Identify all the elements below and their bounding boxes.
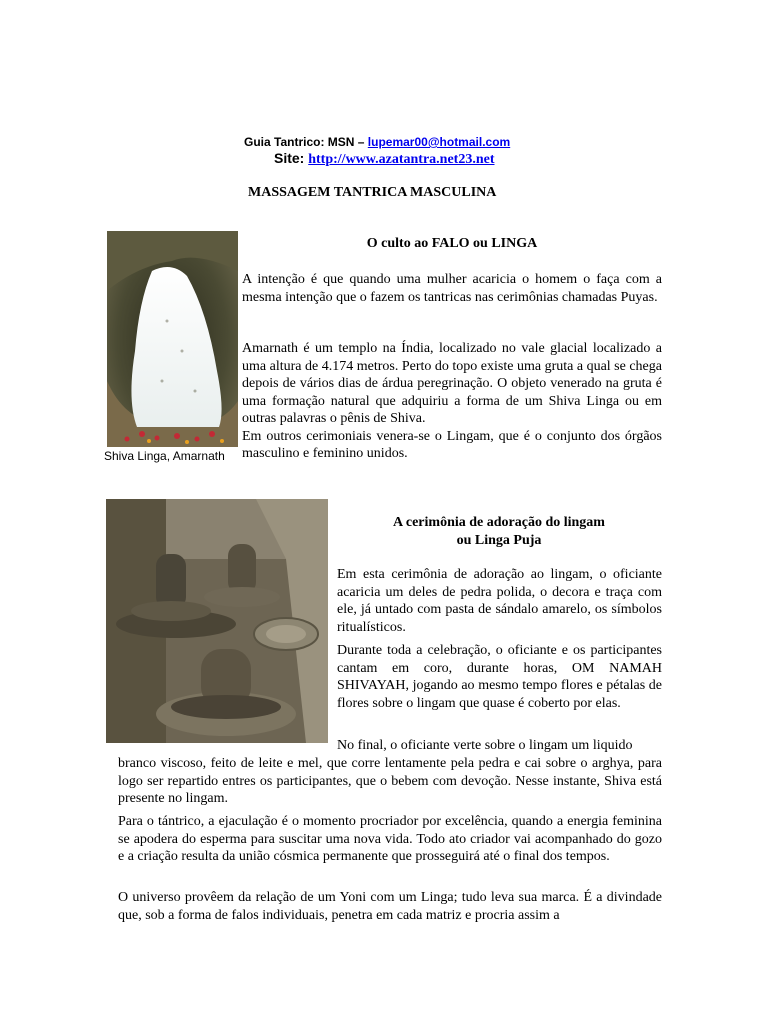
header-contact-line (244, 135, 510, 149)
section-heading-line2: ou Linga Puja (456, 533, 542, 548)
shiva-linga-photo (107, 231, 238, 447)
section-heading-cerimonia (336, 514, 662, 550)
paragraph-final: branco viscoso, feito de leite e mel, que corre lentamente pela pedra e cai sobre o arghya, para logo ser repartido entres os participantes, que o bebem com devoção. Nesse instante, Shiva está presente no lingam. (118, 756, 662, 806)
section-heading-line1: A cerimônia de adoração do lingam (393, 515, 605, 530)
header-prefix: Guia Tantrico: MSN – (244, 135, 368, 149)
image-caption: Shiva Linga, Amarnath (104, 449, 225, 463)
paragraph-lingam: Em outros cerimoniais venera-se o Lingam, que é o conjunto dos órgãos masculino e feminino unidos. (242, 428, 662, 461)
lingam-stones-photo (106, 499, 328, 743)
page-title: MASSAGEM TANTRICA MASCULINA (248, 185, 497, 200)
paragraph-amarnath (242, 340, 662, 463)
header-site-line (274, 150, 495, 168)
paragraph-intencao: A intenção é que quando uma mulher acaricia o homem o faça com a mesma intenção que o fazem os tantricas nas cerimônias chamadas Puyas. (242, 272, 662, 305)
section-heading-culto: O culto ao FALO ou LINGA (366, 236, 538, 251)
paragraph-final-start: No final, o oficiante verte sobre o lingam um liquido (337, 738, 633, 753)
paragraph-amarnath-main: Amarnath é um templo na Índia, localizado no vale glacial localizado a uma altura de 4.174 metros. Perto do topo existe uma gruta a qual se chega depois de vários dias de árdua peregrinação. O objeto venerado na gruta é uma formação natural que adquiriu a forma de um Shiva Linga ou em outras palavras o pênis de Shiva. (242, 341, 662, 426)
paragraph-cerimonia: Em esta cerimônia de adoração ao lingam, o oficiante acaricia um deles de pedra polida, o decora e traça com ele, já untado com pasta de sándalo amarelo, os símbolos ritualísticos. (337, 567, 662, 635)
paragraph-universo: O universo provêem da relação de um Yoni com um Linga; tudo leva sua marca. É a divindade que, sob a forma de falos individuais, penetra em cada matriz e procria assim a (118, 890, 662, 923)
site-label: Site: (274, 150, 309, 166)
site-link[interactable]: http://www.azatantra.net23.net (308, 152, 495, 167)
paragraph-tantrico: Para o tántrico, a ejaculação é o momento procriador por excelência, quando a energia feminina se apodera do esperma para suscitar uma nova vida. Todo ato criador vai acompanhado do gozo e a criação resulta da união cósmica permanente que prosseguirá até o final dos tempos. (118, 814, 662, 864)
paragraph-celebracao: Durante toda a celebração, o oficiante e os participantes cantam em coro, durante horas, OM NAMAH SHIVAYAH, jogando ao mesmo tempo flores e pétalas de flores sobre o lingam que quase é coberto por elas. (337, 643, 662, 711)
email-link[interactable]: lupemar00@hotmail.com (367, 135, 511, 149)
